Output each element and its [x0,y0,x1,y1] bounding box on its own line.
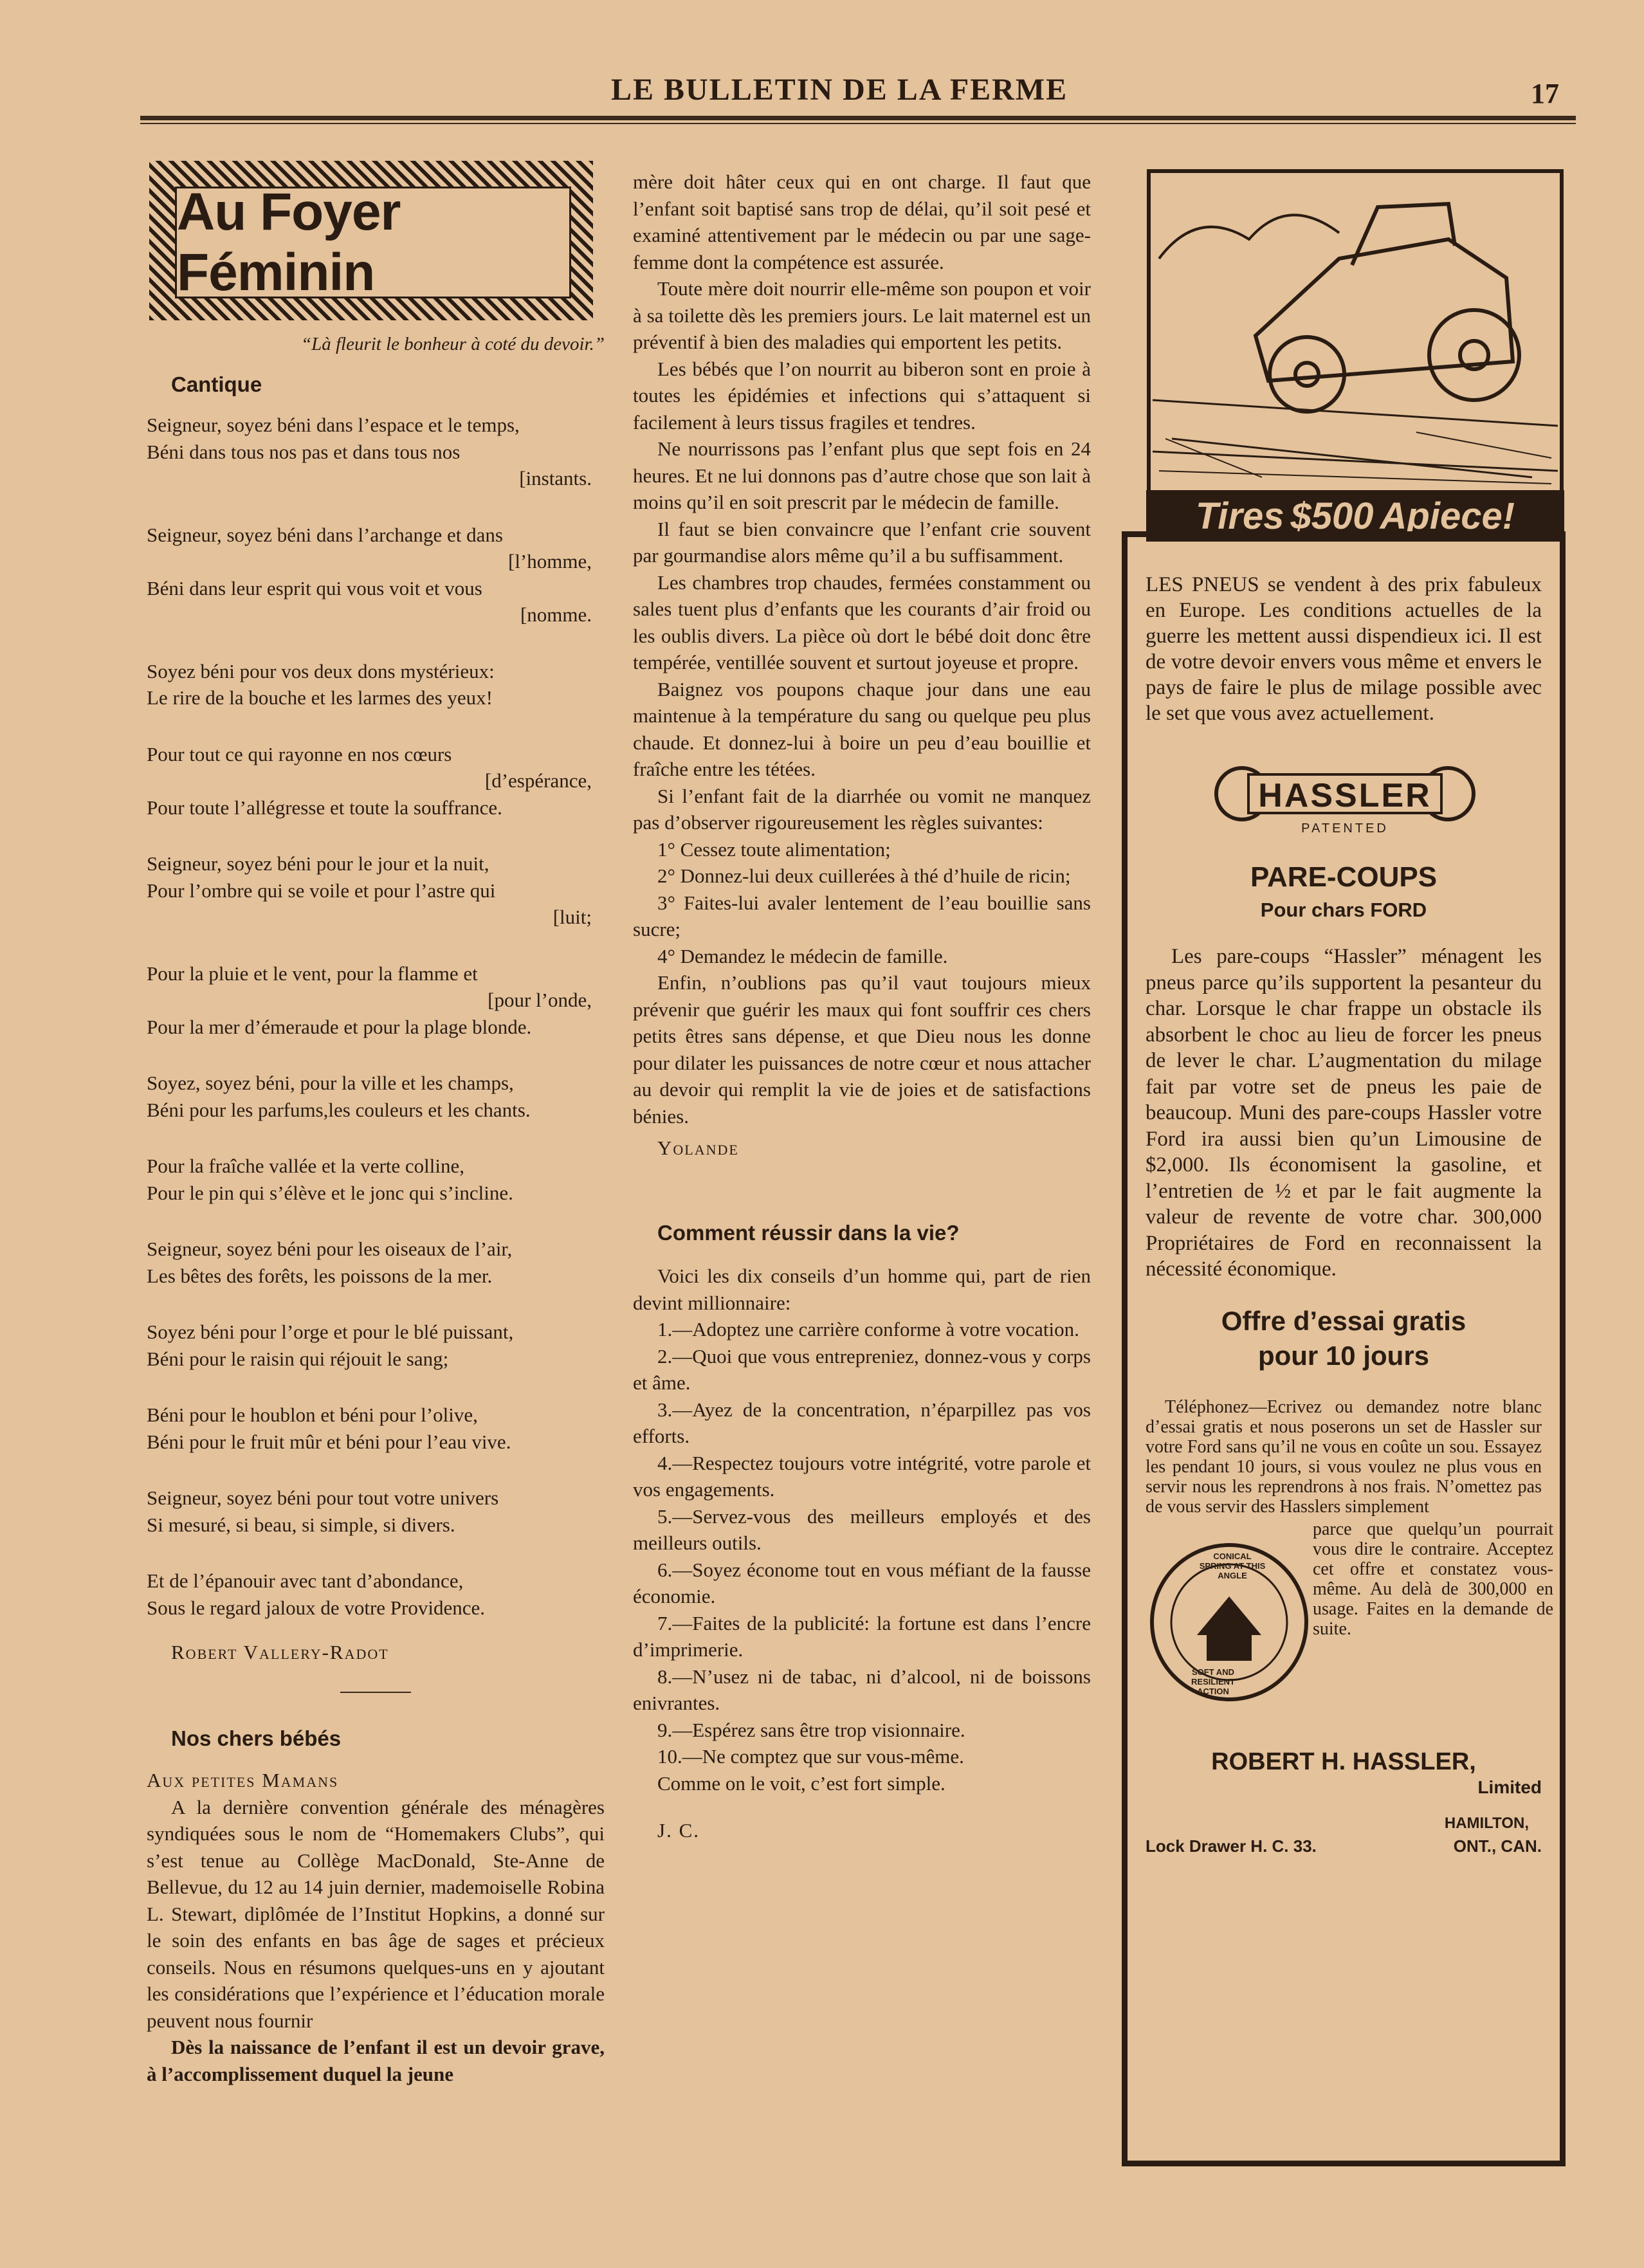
verse-line: Pour le pin qui s’élève et le jonc qui s’incline. [147,1181,513,1204]
masthead-title: Au Foyer Féminin [175,187,571,298]
reussir-item: 3.—Ayez de la concentration, n’éparpillez pas vos efforts. [633,1398,1091,1447]
bebes-author: Yolande [657,1137,739,1159]
verse-line: Soyez, soyez béni, pour la ville et les champs, [147,1072,514,1094]
logo-patented: PATENTED [1301,821,1389,836]
section-divider [340,1692,411,1693]
reussir-item: 4.—Respectez toujours votre intégrité, votre parole et vos engagements. [633,1451,1091,1501]
reussir-item: 10.—Ne comptez que sur vous-même. [657,1745,964,1768]
bebes-paragraph: Il faut se bien convaincre que l’enfant crie souvent par gourmandise alors même qu’il a bu suffisamment. [633,517,1091,567]
bebes-paragraph: Enfin, n’oublions pas qu’il vaut toujours mieux prévenir que guérir les maux qui font souffrir ces chers petits êtres sans dépense, et que Dieu nous les donne pour dilater les puissances de notre cœur et nous attacher au devoir qui remplit la vie de joies et de satisfactions bénies. [633,971,1091,1128]
verse-line: Pour la pluie et le vent, pour la flamme et [147,962,478,985]
reussir-item: 9.—Espérez sans être trop visionnaire. [657,1718,965,1741]
stanza [147,1319,605,1372]
ad-lead-text: LES PNEUS se vendent à des prix fabuleux en Europe. Les conditions actuelles de la guerre les mettent aussi dispendieux ici. Il est de votre devoir envers vous même et envers le pays de faire le plus de milage possible avec le set que vous avez actuellement. [1146,573,1542,725]
reussir-item: 7.—Faites de la publicité: la fortune est dans l’encre d’imprimerie. [633,1611,1091,1661]
badge-text-bottom: SOFT AND RESILIENT ACTION [1191,1667,1235,1696]
verse-line: Sous le regard jaloux de votre Providence. [147,1596,485,1619]
reussir-item: 2.—Quoi que vous entrepreniez, donnez-vous y corps et âme. [633,1344,1091,1394]
verse-line: Soyez béni pour l’orge et pour le blé puissant, [147,1321,514,1343]
stanza [147,1402,605,1455]
bebes-subheading: Aux petites Mamans [147,1769,339,1791]
reussir-list [633,1316,1091,1770]
verse-continuation: [l’homme, [508,550,592,572]
verse-line: Pour toute l’allégresse et toute la souffrance. [147,796,502,819]
masthead [149,161,593,320]
bebes-paragraph: Baignez vos poupons chaque jour dans une eau maintenue à la température du sang ou quelque peu plus chaude. Et donnez-lui à boire un peu d’eau bouillie et fraîche entre les tétées. [633,677,1091,780]
stanza [147,850,605,931]
reussir-author: J. C. [657,1819,700,1842]
verse-line: Pour la mer d’émeraude et pour la plage blonde. [147,1015,532,1038]
verse-line: Seigneur, soyez béni pour le jour et la nuit, [147,852,489,875]
verse-line: Béni pour le fruit mûr et béni pour l’eau vive. [147,1430,511,1453]
header-rule [140,116,1576,120]
hassler-advertisement [1122,531,1566,2166]
ad-offer-line1: Offre d’essai gratis [1221,1305,1466,1336]
banner-word-tires: Tires [1195,495,1284,537]
bebes-paragraph: Dès la naissance de l’enfant il est un devoir grave, à l’accomplissement duquel la jeune [147,2036,605,2085]
bebes-paragraph: Toute mère doit nourrir elle-même son poupon et voir à sa toilette dès les premiers jours. Le lait maternel est un préventif à bien des maladies qui emportent les petits. [633,277,1091,353]
bebes-rule: 1° Cessez toute alimentation; [657,837,891,861]
bebes-paragraph: Les bébés que l’on nourrit au biberon sont en proie à toutes les épidémies et infections qui s’attaquent si facilement à leurs tissus fragiles et tendres. [633,357,1091,434]
stanza [147,412,605,492]
cantique-author: Robert Vallery-Radot [171,1641,389,1663]
stanza [147,1236,605,1289]
reussir-item: 8.—N’usez ni de tabac, ni d’alcool, ni de boissons enivrantes. [633,1665,1091,1714]
ad-offer-line2: pour 10 jours [1257,1340,1430,1371]
stanza [147,1568,605,1621]
ad-body-text: Les pare-coups “Hassler” ménagent les pneus parce qu’ils supportent la pesanteur du char. Lorsque le char frappe un obstacle ils absorbent le choc au lieu de forcer les pneus de lever le char. L’augmentation du milage fait par votre set de pneus les paie de beaucoup. Muni des pare-coups Hassler votre Ford ira aussi bien qu’un Limousine de $2,000. Ils économisent la gasoline, et l’entretien de ½ et par le fait augmente la valeur de revente de votre char. 300,000 Propriétaires de Ford en reconnaissent la nécessité économique. [1146,945,1542,1281]
bebes-paragraph: Les chambres trop chaudes, fermées constamment ou sales tuent plus d’enfants que les courants d’air froid ou les oublis divers. La pièce où dort le bébé doit donc être tempérée, ventillée souvent et surtout joyeuse et propre. [633,571,1091,673]
running-head: LE BULLETIN DE LA FERME [611,73,1068,107]
verse-line: Soyez béni pour vos deux dons mystérieux: [147,659,495,682]
bebes-paragraph: A la dernière convention générale des ménagères syndiquées sous le nom de “Homemakers Clubs”, qui s’est tenue au Collège MacDonald, Ste-Anne de Bellevue, du 12 au 14 juin dernier, mademoiselle Robina L. Stewart, diplômée de l’Institut Hopkins, a donné sur le soin des enfants en bas âge de sages et précieux conseils. Nous en résumons quelques-uns en y ajoutant les considérations que l’expérience et l’éducation morale peuvent nous fournir [147,1795,605,2032]
verse-continuation: [nomme. [520,603,592,626]
bebes-heading: Nos chers bébés [171,1726,342,1750]
ad-company-name: ROBERT H. HASSLER, [1211,1748,1476,1775]
verse-line: Béni pour les parfums,les couleurs et les chants. [147,1098,531,1121]
reussir-heading: Comment réussir dans la vie? [657,1220,960,1245]
reussir-item: 6.—Soyez économe tout en vous méfiant de la fausse économie. [633,1558,1091,1607]
verse-line: Pour l’ombre qui se voile et pour l’astre qui [147,879,496,902]
verse-line: Et de l’épanouir avec tant d’abondance, [147,1569,464,1592]
verse-line: Seigneur, soyez béni dans l’espace et le temps, [147,414,520,436]
stanza [147,1070,605,1123]
header-rule-thin [140,123,1576,124]
verse-line: Béni pour le raisin qui réjouit le sang; [147,1347,449,1370]
verse-continuation: [d’espérance, [484,769,592,792]
bebes-paragraph: Si l’enfant fait de la diarrhée ou vomit ne manquez pas d’observer rigoureusement les règles suivantes: [633,784,1091,834]
bebes-paragraph: Ne nourrissons pas l’enfant plus que sept fois en 24 heures. Et ne lui donnons pas d’autre chose que son lait à moins qu’il en soit prescrit par le médecin de famille. [633,437,1091,513]
verse-line: Si mesuré, si beau, si simple, si divers. [147,1513,455,1536]
ford-car-on-rails-illustration [1146,169,1564,542]
hassler-logo [1146,765,1542,836]
verse-continuation: [instants. [519,467,592,489]
verse-continuation: [luit; [553,906,592,928]
verse-line: Pour tout ce qui rayonne en nos cœurs [147,742,452,765]
ad-offer-text: Téléphonez—Ecrivez ou demandez notre blanc d’essai gratis et nous poserons un set de Hassler sur votre Ford sans qu’il ne vous en coûte un sou. Essayez les pendant 10 jours, si vous voulez ne plus vous en servir nous les reprendrons à nos frais. N’omettez pas de vous servir des Hasslers simplement [1146,1396,1542,1517]
column-2 [633,169,1091,1844]
logo-text: HASSLER [1258,777,1432,814]
verse-line: Seigneur, soyez béni pour les oiseaux de l’air, [147,1238,513,1260]
ad-province: ONT., CAN. [1453,1836,1542,1856]
reussir-item: 5.—Servez-vous des meilleurs employés et des meilleurs outils. [633,1504,1091,1554]
verse-line: Les bêtes des forêts, les poissons de la mer. [147,1264,493,1287]
verse-line: Seigneur, soyez béni dans l’archange et dans [147,523,503,546]
ad-address: Lock Drawer H. C. 33. [1146,1836,1317,1856]
stanza [147,960,605,1041]
column-1 [147,331,605,2087]
ad-product-name: PARE-COUPS [1250,861,1438,893]
ad-illustration [1146,169,1564,542]
ad-city: HAMILTON, [1444,1814,1529,1832]
verse-line: Béni pour le houblon et béni pour l’olive, [147,1404,478,1426]
stanza [147,741,605,821]
stanza [147,1153,605,1206]
verse-line: Pour la fraîche vallée et la verte colline, [147,1155,465,1177]
verse-line: Béni dans leur esprit qui vous voit et vous [147,576,482,599]
stanza [147,1485,605,1538]
verse-line: Le rire de la bouche et les larmes des yeux! [147,686,493,709]
bebes-paragraph: mère doit hâter ceux qui en ont charge. Il faut que l’enfant soit baptisé sans trop de délai, qu’il soit pesé et examiné attentivement par le médecin ou par une sage-femme dont la compétence est assurée. [633,170,1091,273]
ad-company-limited: Limited [1477,1777,1542,1797]
stanza [147,658,605,711]
cantique-poem [147,412,605,1621]
ad-offer-text-continued: parce que quelqu’un pourrait vous dire le contraire. Acceptez cet offre et constatez vous-même. Au delà de 300,000 en usage. Faites en la demande de suite. [1313,1519,1553,1639]
cantique-heading: Cantique [171,372,262,396]
verse-line: Béni dans tous nos pas et dans tous nos [147,440,461,463]
badge-text-top: CONICAL SPRING AT THIS ANGLE [1199,1551,1266,1580]
banner-price: $500 [1290,495,1374,537]
reussir-outro: Comme on le voit, c’est fort simple. [657,1771,945,1795]
stanza [147,522,605,628]
bebes-rule: 2° Donnez-lui deux cuillerées à thé d’huile de ricin; [657,864,1071,887]
banner-word-apiece: Apiece! [1380,495,1515,537]
masthead-motto: “Là fleurit le bonheur à coté du devoir.” [300,334,605,354]
ad-product-sub: Pour chars FORD [1260,899,1427,921]
bebes-rule: 4° Demandez le médecin de famille. [657,944,948,967]
reussir-intro: Voici les dix conseils d’un homme qui, part de rien devint millionnaire: [633,1265,1091,1314]
verse-continuation: [pour l’onde, [488,989,592,1011]
reussir-item: 1.—Adoptez une carrière conforme à votre vocation. [657,1318,1079,1340]
bebes-rule: 3° Faites-lui avaler lentement de l’eau bouillie sans sucre; [633,891,1091,940]
verse-line: Seigneur, soyez béni pour tout votre univers [147,1486,499,1509]
page-number: 17 [1531,78,1559,109]
